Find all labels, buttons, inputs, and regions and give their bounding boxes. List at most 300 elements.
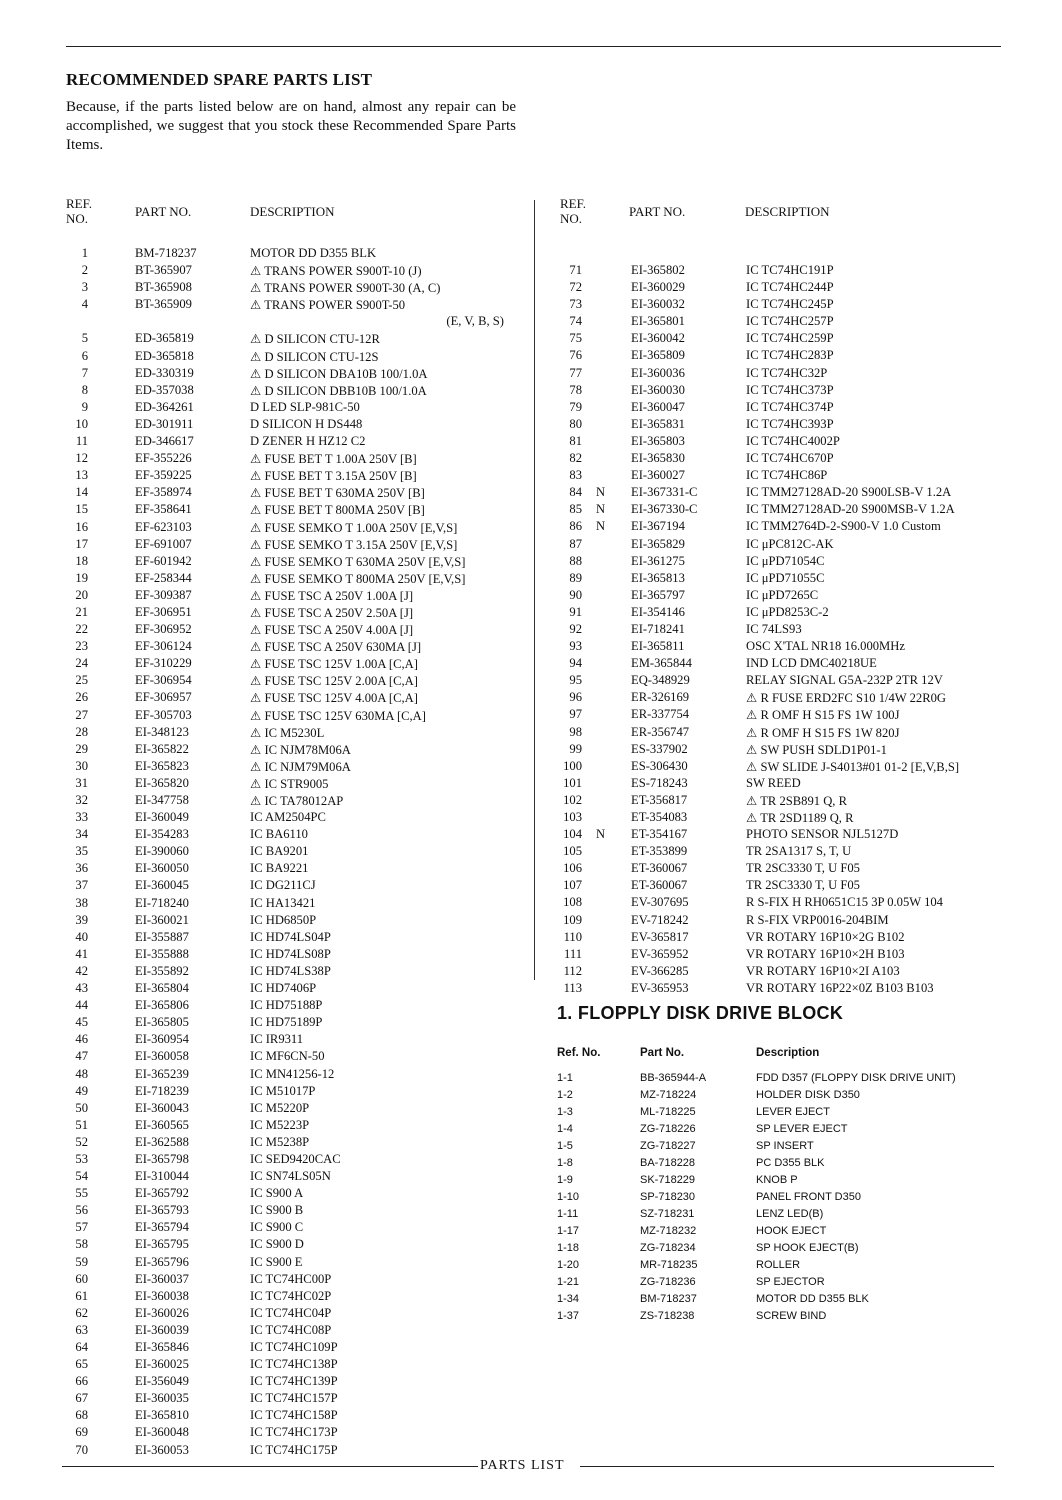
row-description: IC S900 E	[250, 1254, 303, 1269]
table-row	[556, 894, 1001, 911]
row-description: IC TC74HC173P	[250, 1425, 338, 1440]
row-part-no: EI-365810	[135, 1408, 189, 1423]
table-row	[556, 706, 1001, 723]
row-ref-no: 106	[563, 861, 582, 876]
row-ref-no: 33	[75, 810, 88, 825]
row-part-no: EI-360049	[135, 810, 189, 825]
table-row	[556, 330, 1001, 347]
row-description: ⚠ FUSE SEMKO T 800MA 250V [E,V,S]	[250, 571, 466, 586]
row-ref-no: 26	[75, 690, 88, 705]
table-row	[66, 843, 526, 860]
row-description: IC TC74HC374P	[746, 399, 834, 414]
row-description: IC HA13421	[250, 895, 316, 910]
row-part-no: EI-360047	[631, 399, 685, 414]
row-description: ⚠ FUSE TSC A 250V 2.50A [J]	[250, 605, 414, 620]
row-ref-no: 1-17	[557, 1225, 580, 1237]
row-description: IC TC74HC158P	[250, 1408, 338, 1423]
table-row	[66, 1083, 526, 1100]
footer-rule-left	[62, 1466, 478, 1467]
row-part-no: EI-365801	[631, 314, 685, 329]
row-part-no: EI-367194	[631, 519, 685, 534]
row-new-flag: N	[596, 485, 606, 500]
row-ref-no: 14	[75, 485, 88, 500]
row-description: IC TC74HC86P	[746, 468, 828, 483]
table-row	[556, 382, 1001, 399]
row-part-no: ED-357038	[135, 382, 194, 397]
row-ref-no: 5	[81, 331, 88, 346]
table-row	[66, 450, 526, 467]
row-part-no: EI-354146	[631, 604, 685, 619]
row-part-no: EI-365803	[631, 433, 685, 448]
row-ref-no: 60	[75, 1271, 88, 1286]
row-ref-no: 94	[569, 656, 582, 671]
table-row	[66, 296, 526, 313]
row-description: ⚠ FUSE SEMKO T 630MA 250V [E,V,S]	[250, 554, 466, 569]
row-ref-no: 73	[569, 297, 582, 312]
row-part-no: EI-365796	[135, 1254, 189, 1269]
table-row	[66, 313, 526, 330]
table-row	[66, 1322, 526, 1339]
row-ref-no: 1-1	[557, 1072, 573, 1084]
row-ref-no: 18	[75, 553, 88, 568]
row-ref-no: 1-11	[557, 1208, 579, 1220]
row-description: TR 2SC3330 T, U F05	[746, 878, 860, 893]
row-description: IC 74LS93	[746, 621, 802, 636]
row-description: PC D355 BLK	[756, 1157, 825, 1169]
row-ref-no: 1-5	[557, 1140, 573, 1152]
row-part-no: EI-348123	[135, 724, 189, 739]
row-ref-no: 104	[563, 827, 582, 842]
table-row	[556, 262, 1001, 279]
table-row	[556, 484, 1001, 501]
row-description: VR ROTARY 16P10×2G B102	[746, 929, 905, 944]
row-description: IC S900 D	[250, 1237, 304, 1252]
row-ref-no: 48	[75, 1066, 88, 1081]
row-part-no: ED-330319	[135, 365, 194, 380]
row-description: IC TC74HC04P	[250, 1305, 332, 1320]
row-ref-no: 1-10	[557, 1191, 580, 1203]
row-part-no: EI-362588	[135, 1134, 189, 1149]
row-ref-no: 90	[569, 587, 582, 602]
table-row	[66, 262, 526, 279]
row-ref-no: 24	[75, 656, 88, 671]
table-row	[556, 724, 1001, 741]
row-part-no: EV-718242	[631, 912, 689, 927]
row-part-no: EF-258344	[135, 570, 192, 585]
row-part-no: ER-356747	[631, 724, 690, 739]
row-description: IC TC74HC245P	[746, 297, 834, 312]
row-part-no: EF-306952	[135, 622, 192, 637]
table-row	[66, 519, 526, 536]
row-ref-no: 1-4	[557, 1123, 573, 1135]
row-ref-no: 1-37	[557, 1310, 580, 1322]
table-row	[556, 604, 1001, 621]
row-description: IC DG211CJ	[250, 878, 316, 893]
table-row	[66, 553, 526, 570]
row-part-no: EI-367331-C	[631, 485, 698, 500]
row-description: KNOB P	[756, 1174, 798, 1186]
row-part-no: EI-365792	[135, 1186, 189, 1201]
row-part-no: BT-365909	[135, 297, 192, 312]
table-row	[66, 433, 526, 450]
table-row	[556, 450, 1001, 467]
row-description: SP INSERT	[756, 1140, 814, 1152]
row-ref-no: 20	[75, 587, 88, 602]
row-new-flag: N	[596, 502, 606, 517]
row-part-no: EI-365802	[631, 263, 685, 277]
table-row	[66, 1424, 526, 1441]
row-description: VR ROTARY 16P22×0Z B103 B103	[746, 980, 934, 995]
row-ref-no: 61	[75, 1288, 88, 1303]
row-description: IC BA6110	[250, 827, 308, 842]
row-part-no: EI-365797	[631, 587, 685, 602]
row-description: ⚠ TRANS POWER S900T-10 (J)	[250, 264, 422, 279]
row-part-no: BT-365907	[135, 263, 192, 278]
table-row	[66, 1442, 526, 1459]
row-ref-no: 32	[75, 793, 88, 807]
row-description: ⚠ D SILICON CTU-12R	[250, 332, 380, 347]
table-row	[556, 741, 1001, 758]
column-divider	[534, 200, 535, 980]
row-description: FDD D357 (FLOPPY DISK DRIVE UNIT)	[756, 1072, 956, 1084]
table-row	[556, 843, 1001, 860]
row-ref-no: 79	[569, 399, 582, 414]
row-ref-no: 8	[81, 382, 88, 397]
row-ref-no: 113	[563, 980, 582, 995]
table-row	[66, 1168, 526, 1185]
row-description: IND LCD DMC40218UE	[746, 656, 877, 671]
row-part-no: BT-365908	[135, 280, 192, 295]
table-row	[66, 929, 526, 946]
row-ref-no: 19	[75, 570, 88, 585]
row-description: IC BA9201	[250, 844, 309, 859]
row-ref-no: 63	[75, 1322, 88, 1337]
row-description: IC TC74HC175P	[250, 1442, 338, 1457]
row-part-no: EI-365831	[631, 416, 685, 431]
row-ref-no: 42	[75, 963, 88, 978]
row-description: RELAY SIGNAL G5A-232P 2TR 12V	[746, 673, 943, 688]
row-description: IC HD75189P	[250, 1015, 323, 1030]
row-description: IC BA9221	[250, 861, 309, 876]
table-row	[556, 365, 1001, 382]
table-row	[556, 279, 1001, 296]
row-part-no: EM-365844	[631, 656, 692, 671]
row-ref-no: 43	[75, 981, 88, 996]
table-row	[66, 1185, 526, 1202]
row-ref-no: 38	[75, 895, 88, 910]
table-row	[66, 467, 526, 484]
row-ref-no: 1-20	[557, 1259, 580, 1271]
row-ref-no: 64	[75, 1340, 88, 1354]
row-part-no: EV-365953	[631, 980, 689, 995]
row-ref-no: 12	[75, 451, 88, 466]
row-ref-no: 49	[75, 1083, 88, 1098]
row-part-no: EV-307695	[631, 895, 689, 910]
row-description: IC TC74HC259P	[746, 331, 834, 346]
row-part-no: SZ-718231	[640, 1208, 695, 1220]
row-part-no: EI-355888	[135, 946, 189, 961]
row-part-no: EI-360042	[631, 331, 685, 346]
row-ref-no: 2	[81, 263, 88, 278]
row-description: MOTOR DD D355 BLK	[250, 246, 377, 260]
row-description: IC S900 C	[250, 1220, 304, 1235]
row-part-no: EF-355226	[135, 451, 192, 466]
row-part-no: EI-365823	[135, 758, 189, 773]
table-row	[66, 1254, 526, 1271]
table-row	[66, 1356, 526, 1373]
table-row	[66, 1151, 526, 1168]
row-ref-no: 111	[564, 946, 582, 961]
row-description: ⚠ IC TA78012AP	[250, 794, 344, 808]
table-row	[66, 1100, 526, 1117]
page-title: RECOMMENDED SPARE PARTS LIST	[66, 70, 373, 89]
row-ref-no: 69	[75, 1425, 88, 1440]
row-ref-no: 55	[75, 1186, 88, 1201]
row-description: IC HD74LS08P	[250, 946, 331, 961]
row-part-no: EI-354283	[135, 827, 189, 842]
row-ref-no: 112	[563, 963, 582, 978]
floppy-header-part: Part No.	[640, 1047, 685, 1059]
row-ref-no: 51	[75, 1117, 88, 1132]
row-ref-no: 108	[563, 895, 582, 910]
row-description: IC M5220P	[250, 1100, 310, 1115]
row-description: ⚠ TRANS POWER S900T-30 (A, C)	[250, 281, 441, 296]
row-description: IC M5238P	[250, 1134, 310, 1149]
row-description: IC TC74HC283P	[746, 348, 834, 363]
row-part-no: EF-691007	[135, 536, 192, 551]
row-description: HOLDER DISK D350	[756, 1089, 860, 1101]
row-ref-no: 3	[81, 280, 88, 295]
table-row	[556, 433, 1001, 450]
table-row	[66, 1339, 526, 1356]
row-ref-no: 109	[563, 912, 582, 927]
row-ref-no: 30	[75, 758, 88, 773]
row-description: ⚠ D SILICON DBB10B 100/1.0A	[250, 383, 427, 398]
table-row	[66, 501, 526, 518]
table-row	[66, 1305, 526, 1322]
row-ref-no: 57	[75, 1220, 88, 1235]
row-description: SP LEVER EJECT	[756, 1123, 848, 1135]
row-part-no: EI-360035	[135, 1391, 189, 1406]
row-ref-no: 40	[75, 929, 88, 944]
table-row	[66, 895, 526, 912]
table-row	[66, 741, 526, 758]
row-ref-no: 58	[75, 1237, 88, 1252]
table-row	[66, 587, 526, 604]
row-description: ⚠ TR 2SB891 Q, R	[746, 793, 847, 808]
row-description: PANEL FRONT D350	[756, 1191, 861, 1203]
row-description: ⚠ R OMF H S15 FS 1W 100J	[746, 708, 900, 723]
row-ref-no: 62	[75, 1305, 88, 1320]
row-ref-no: 41	[75, 946, 88, 961]
row-part-no: MZ-718224	[640, 1089, 697, 1101]
row-part-no: ET-354167	[631, 827, 688, 842]
right-header-part: PART NO.	[629, 204, 686, 219]
row-part-no: EI-360026	[135, 1305, 189, 1320]
row-description: VR ROTARY 16P10×2H B103	[746, 946, 905, 961]
row-part-no: ZG-718226	[640, 1123, 696, 1135]
row-part-no: ED-364261	[135, 399, 194, 414]
row-ref-no: 78	[569, 382, 582, 397]
table-row	[556, 672, 1001, 689]
row-part-no: BB-365944-A	[640, 1072, 707, 1084]
row-part-no: EI-365804	[135, 981, 189, 996]
row-part-no: BA-718228	[640, 1157, 696, 1169]
table-row	[66, 1014, 526, 1031]
row-description: ⚠ SW PUSH SDLD1P01-1	[746, 742, 887, 757]
table-row	[66, 980, 526, 997]
row-part-no: SK-718229	[640, 1174, 696, 1186]
row-description-continued: (E, V, B, S)	[446, 314, 504, 329]
table-row	[66, 1048, 526, 1065]
row-description: SCREW BIND	[756, 1310, 827, 1322]
row-part-no: EV-366285	[631, 963, 689, 978]
row-description: ⚠ D SILICON CTU-12S	[250, 349, 379, 364]
row-description: PHOTO SENSOR NJL5127D	[746, 827, 899, 842]
table-row	[556, 929, 1001, 946]
row-ref-no: 54	[75, 1169, 88, 1184]
table-row	[66, 1219, 526, 1236]
row-part-no: EF-310229	[135, 656, 192, 671]
table-row	[556, 963, 1001, 980]
table-row	[556, 536, 1001, 553]
row-ref-no: 98	[569, 724, 582, 739]
right-header-ref: REF. NO.	[560, 196, 587, 226]
row-description: ROLLER	[756, 1259, 801, 1271]
row-part-no: EI-365239	[135, 1066, 189, 1081]
table-row	[66, 689, 526, 706]
row-part-no: EQ-348929	[631, 673, 690, 688]
row-ref-no: 84	[569, 485, 582, 500]
table-row	[66, 570, 526, 587]
row-part-no: EF-358974	[135, 485, 192, 500]
table-row	[66, 997, 526, 1014]
row-ref-no: 93	[569, 639, 582, 654]
row-description: ⚠ FUSE BET T 1.00A 250V [B]	[250, 452, 417, 467]
table-row	[66, 775, 526, 792]
table-row	[66, 1236, 526, 1253]
table-row	[556, 860, 1001, 877]
row-part-no: EI-718239	[135, 1083, 189, 1098]
row-part-no: EI-718240	[135, 895, 189, 910]
row-ref-no: 100	[563, 758, 582, 773]
row-part-no: ZG-718227	[640, 1140, 696, 1152]
row-ref-no: 85	[569, 502, 582, 517]
row-part-no: EI-360048	[135, 1425, 189, 1440]
row-part-no: ET-360067	[631, 861, 688, 876]
row-description: LENZ LED(B)	[756, 1208, 824, 1220]
row-part-no: EI-367330-C	[631, 502, 698, 517]
row-part-no: EF-306954	[135, 673, 192, 688]
row-part-no: EI-365822	[135, 741, 189, 756]
row-description: IC TC74HC257P	[746, 314, 834, 329]
row-ref-no: 28	[75, 724, 88, 739]
row-part-no: ER-326169	[631, 690, 690, 705]
row-ref-no: 50	[75, 1100, 88, 1115]
row-description: LEVER EJECT	[756, 1106, 830, 1118]
row-description: IC μPD71055C	[746, 570, 825, 585]
row-ref-no: 53	[75, 1151, 88, 1166]
table-row	[556, 758, 1001, 775]
row-ref-no: 21	[75, 604, 88, 619]
row-description: ⚠ FUSE TSC 125V 630MA [C,A]	[250, 708, 426, 723]
row-part-no: SP-718230	[640, 1191, 696, 1203]
row-part-no: EF-305703	[135, 707, 192, 722]
table-row	[556, 501, 1001, 518]
row-part-no: EI-365795	[135, 1237, 189, 1252]
row-ref-no: 71	[569, 263, 582, 277]
table-row	[556, 570, 1001, 587]
row-description: IC TC74HC08P	[250, 1322, 332, 1337]
table-row	[66, 1031, 526, 1048]
row-part-no: EV-365952	[631, 946, 689, 961]
floppy-header-ref: Ref. No.	[557, 1047, 601, 1059]
row-description: IC TC74HC373P	[746, 382, 834, 397]
row-description: IC M51017P	[250, 1083, 316, 1098]
row-description: IC TC74HC191P	[746, 263, 834, 277]
left-header-desc: DESCRIPTION	[250, 204, 335, 219]
row-ref-no: 37	[75, 878, 88, 893]
row-description: TR 2SC3330 T, U F05	[746, 861, 860, 876]
row-part-no: ES-337902	[631, 741, 688, 756]
row-description: SP EJECTOR	[756, 1276, 825, 1288]
row-description: IC TMM2764D-2-S900-V 1.0 Custom	[746, 519, 941, 534]
right-parts-table	[556, 262, 1001, 997]
row-description: IC M5223P	[250, 1117, 310, 1132]
row-description: ⚠ IC NJM79M06A	[250, 759, 351, 774]
row-description: IC TC74HC139P	[250, 1374, 338, 1389]
row-part-no: EI-718241	[631, 621, 685, 636]
row-description: IC TC74HC32P	[746, 365, 828, 380]
row-ref-no: 107	[563, 878, 582, 893]
row-ref-no: 83	[569, 468, 582, 483]
table-row	[66, 604, 526, 621]
table-row	[556, 655, 1001, 672]
row-description: D LED SLP-981C-50	[250, 399, 360, 414]
row-description: IC HD75188P	[250, 998, 323, 1013]
row-part-no: EV-365817	[631, 929, 689, 944]
row-description: D ZENER H HZ12 C2	[250, 434, 366, 449]
table-row	[556, 826, 1001, 843]
row-part-no: ET-354083	[631, 810, 688, 824]
row-part-no: EF-359225	[135, 468, 192, 483]
table-row	[66, 655, 526, 672]
row-description: IC μPD8253C-2	[746, 604, 829, 619]
row-ref-no: 25	[75, 673, 88, 688]
row-part-no: EI-365798	[135, 1151, 189, 1166]
table-row	[66, 672, 526, 689]
row-description: VR ROTARY 16P10×2I A103	[746, 963, 900, 978]
floppy-header-desc: Description	[756, 1047, 820, 1059]
row-description: ⚠ FUSE SEMKO T 1.00A 250V [E,V,S]	[250, 520, 458, 535]
row-description: R S-FIX VRP0016-204BIM	[746, 912, 889, 927]
table-row	[66, 809, 526, 826]
table-row	[66, 399, 526, 416]
table-row	[66, 416, 526, 433]
row-description: IC HD74LS04P	[250, 929, 331, 944]
row-description: TR 2SA1317 S, T, U	[746, 844, 852, 859]
row-ref-no: 44	[75, 998, 88, 1013]
table-row	[66, 621, 526, 638]
row-ref-no: 89	[569, 570, 582, 585]
row-ref-no: 72	[569, 280, 582, 295]
footer-rule-right	[580, 1466, 994, 1467]
row-description: SP HOOK EJECT(B)	[756, 1242, 859, 1254]
left-parts-table	[66, 245, 526, 1459]
row-part-no: EI-360053	[135, 1442, 189, 1457]
left-header-part: PART NO.	[135, 204, 192, 219]
row-part-no: EI-360954	[135, 1032, 189, 1047]
